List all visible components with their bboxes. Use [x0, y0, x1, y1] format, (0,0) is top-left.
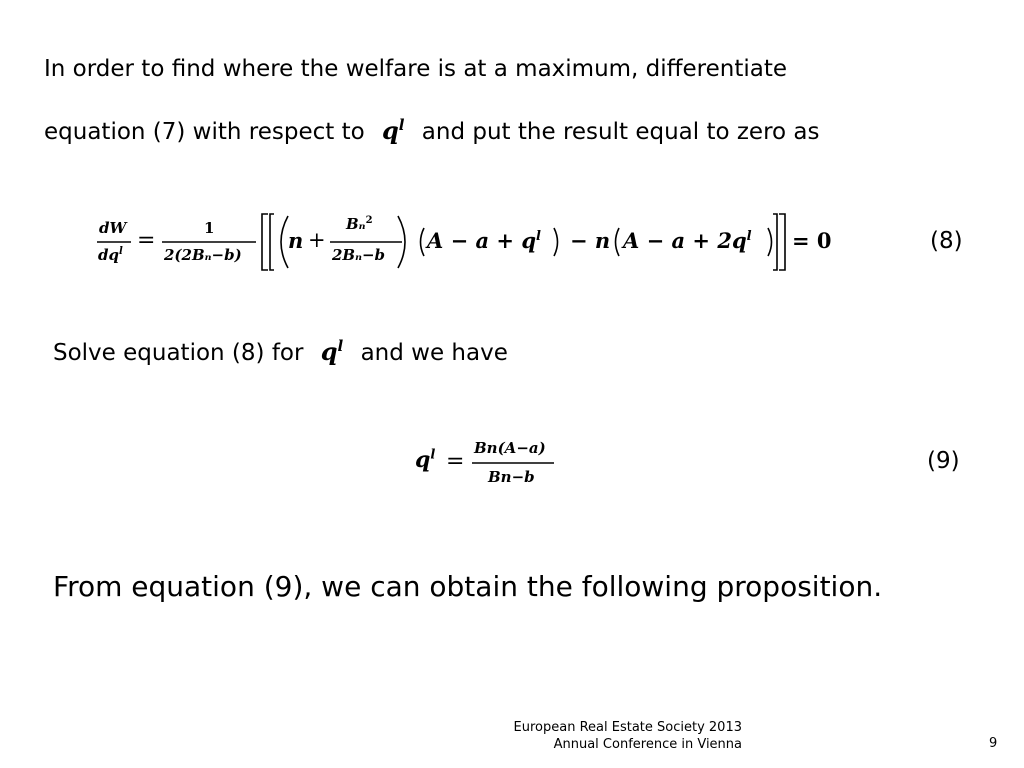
equals-sign: = — [137, 228, 156, 253]
text-after: and we have — [360, 340, 508, 366]
eq9-equals: = — [446, 449, 465, 474]
text-after: and put the result equal to zero as — [421, 119, 820, 145]
eq9-lhs-base: q — [415, 447, 431, 473]
frac1-numerator: 1 — [204, 219, 215, 237]
equation-number-9: (9) — [927, 448, 960, 474]
inner-n: n — [288, 228, 304, 253]
eq9-numerator: Bn(A−a) — [474, 439, 546, 457]
term2-sup: l — [746, 229, 752, 244]
var-sup: l — [337, 337, 344, 355]
proposition-text: From equation (9), we can obtain the following proposition. — [53, 570, 883, 603]
eq9-denominator: Bn−b — [488, 468, 535, 486]
footer-line1: European Real Estate Society 2013 — [513, 720, 742, 735]
var-q: q — [382, 116, 399, 145]
frac2-num-base: Bₙ — [346, 215, 366, 233]
intro-text: In order to find where the welfare is at a maximum, differentiate — [44, 56, 788, 82]
eq9-lhs — [415, 447, 435, 473]
term2-body: A − a + 2q — [623, 228, 747, 253]
text-before: Solve equation (8) for — [53, 340, 304, 366]
lhs-den-base: dq — [98, 246, 119, 264]
frac2-num-sup: 2 — [365, 215, 373, 226]
lhs-numerator: dW — [99, 219, 127, 237]
var-q: q — [320, 337, 338, 366]
equation-number-8: (8) — [930, 228, 963, 254]
text-before: equation (7) with respect to — [44, 119, 365, 145]
frac2-denominator: 2Bₙ−b — [332, 246, 386, 264]
frac1-denominator: 2(2Bₙ−b) — [164, 246, 242, 264]
footer-line2: Annual Conference in Vienna — [553, 737, 742, 752]
plus-sign: + — [308, 228, 326, 252]
rhs-zero: = 0 — [792, 228, 832, 253]
var-sup: l — [398, 116, 405, 134]
page-number: 9 — [989, 736, 998, 751]
minus-n: − n — [570, 228, 611, 253]
term1-body: A − a + q — [427, 228, 537, 253]
lhs-den-sup: l — [118, 246, 123, 257]
eq9-lhs-sup: l — [430, 447, 436, 463]
term1-sup: l — [536, 229, 541, 244]
footer-conference — [440, 719, 742, 753]
